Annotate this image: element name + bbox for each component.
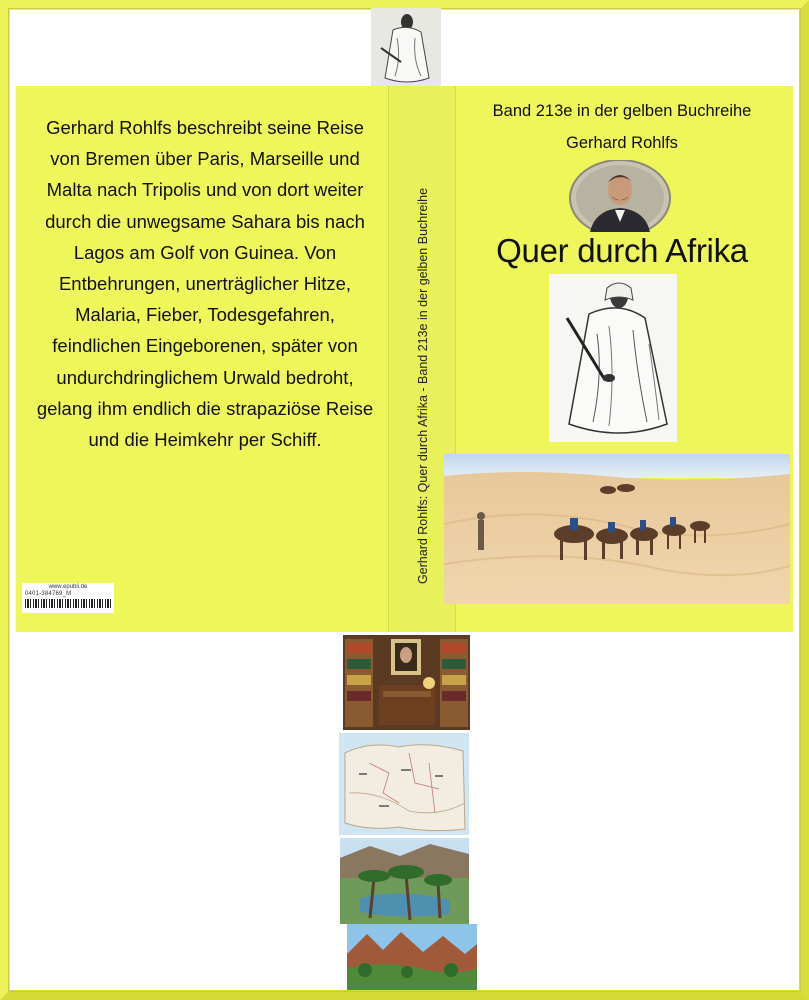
bedouin-small-image (371, 8, 441, 86)
desert-caravan-image (444, 454, 790, 604)
book-title: Quer durch Afrika (496, 232, 748, 269)
spine-text: Gerhard Rohlfs: Quer durch Afrika - Band 213e in der gelben Buchreihe (416, 187, 430, 585)
bedouin-engraving-image (549, 274, 677, 442)
rock-landscape-image (347, 924, 477, 990)
africa-map-image (339, 733, 469, 835)
study-room-image (343, 635, 470, 730)
author-name: Gerhard Rohlfs (566, 134, 678, 152)
barcode-url: www.epubli.de (48, 584, 88, 590)
back-cover-blurb: Gerhard Rohlfs beschreibt seine Reise von Bremen über Paris, Marseille und Malta nach Tripolis und von dort weiter durch die unwegsame Sahara bis nach Lagos am Golf von Guinea. Von Entbehrungen, unerträglicher Hitze, Malaria, Fieber, Todesgefahren, feindlichen Eingeborenen, später von undurchdringlichem Urwald bedroht, gelang ihm endlich die strapaziöse Reise und die Heimkehr per Schiff. (36, 117, 374, 451)
barcode-bars (25, 599, 111, 608)
author-portrait-image (565, 160, 675, 232)
oasis-palms-image (340, 838, 469, 924)
series-label: Band 213e in der gelben Buchreihe (492, 102, 752, 120)
barcode-label (22, 583, 114, 613)
barcode-number: 0401-384769_M (25, 591, 72, 597)
book-cover (16, 86, 793, 632)
